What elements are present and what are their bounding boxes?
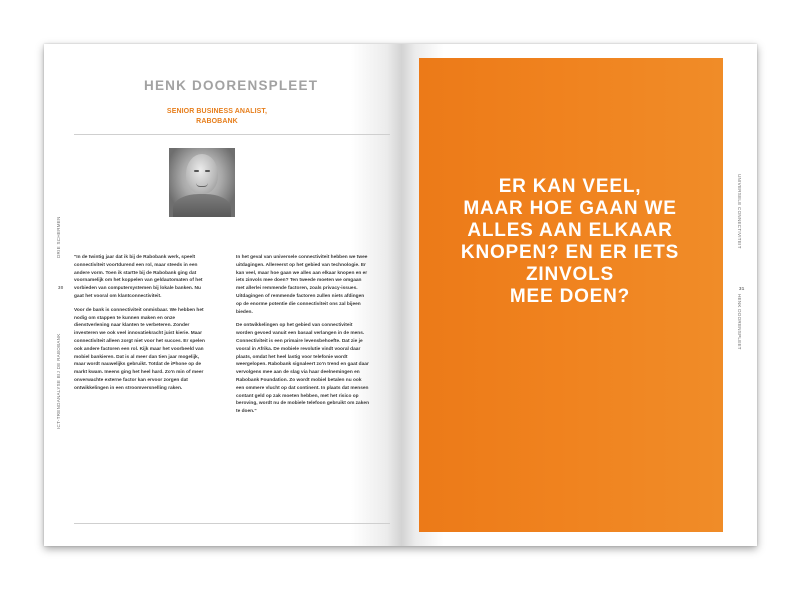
- running-foot-left: ICT-TRENDANALYSE BIJ DE RABOBANK: [56, 333, 61, 429]
- left-page: [44, 44, 401, 546]
- magazine-spread: [44, 44, 757, 546]
- article-paragraph: De ontwikkelingen op het gebied van connectiviteit worden gevoed vanuit een basaal verlangen in de mens. Connectiviteit is een primaire levensbehoefte. Dat zie je vooral in Afrika. De mobiele revolutie vindt vooral daar plaats, omdat het heel lastig voor telefonie wordt weergelopen. Rabobank signaleert zo'n trend en gaat daar vervolgens mee aan de slag via haar deelnemingen en Rabobank Foundation. Zo wordt mobiel betalen nu ook een ommere vlucht op dat continent. In plaats dat mensen contant geld op zak moeten hebben, met het risico op beroving, wordt nu de mobiele telefoon gebruikt om zaken te doen.": [236, 323, 369, 415]
- portrait-body: [173, 194, 231, 217]
- article-column-left: [74, 254, 207, 399]
- page-number-right: 31: [739, 286, 745, 291]
- quote-line: ZINVOLS: [526, 264, 614, 285]
- running-foot-right: HENK DOORENSPLEET: [737, 294, 742, 350]
- portrait-head: [186, 154, 218, 194]
- quote-line: ALLES AAN ELKAAR: [467, 220, 673, 241]
- role-line-2: RABOBANK: [196, 118, 238, 125]
- quote-line: KNOPEN? EN ER IETS: [460, 242, 680, 263]
- orange-quote-panel: [419, 58, 723, 532]
- quote-line: MAAR HOE GAAN WE: [463, 198, 677, 219]
- portrait-eye-left: [194, 170, 199, 172]
- running-head-left: DRIE SCHERMEN: [56, 216, 61, 258]
- portrait-eye-right: [205, 170, 210, 172]
- bottom-divider: [74, 523, 390, 524]
- running-head-right: UNIVERSELE CONNECTIVITEIT: [737, 174, 742, 249]
- interviewee-name: HENK DOORENSPLEET: [144, 78, 319, 93]
- quote-line: ER KAN VEEL,: [498, 176, 642, 197]
- article-paragraph: "In de twintig jaar dat ik bij de Rabobank werk, speelt connectiviteit voortdurend een rol, maar steeds in een andere vorm. Toen ik startte bij de Rabobank ging dat voornamelijk om het koppelen van geldautomaten of het vorbieden van computersystemen bij lokale banken. Nu gaat het vooral om klantconnectiviteit.: [74, 255, 203, 299]
- page-number-left: 30: [58, 285, 64, 290]
- role-line-1: SENIOR BUSINESS ANALIST,: [166, 108, 268, 115]
- article-paragraph: Voor de bank is connectiviteit onmisbaar. We hebben het nodig om stappen te kunnen maken en onze dienstverlening naar klanten te verbeteren. Zonder investeren we ook veel innovatiekracht juist kierie. Maar connectiviteit alleen zorgt niet voor het succes. Er spelen ook andere factoren een rol. Kijk maar het voorbeeld van mobiel bankieren. Dat is al meer dan tien jaar mogelijk, maar wordt nauwelijks gebruikt. Totdat de iPhone op de markt kwam. Ineens ging het heel hard. Zo'n min of meer onverwachte externe factor kan ervoor zorgen dat ontwikkelingen in een stroomversnelling raken.: [74, 307, 205, 391]
- article-paragraph: In het geval van universele connectiviteit hebben we twee uitdagingen. Allereerst op het gebied van technologie. Er kan veel, maar hoe gaan we alles aan elkaar knopen en er iets zinvols mee doen? Ten tweede moeten we omgaan met allerlei remmende factoren, zoals privacy-issues. Uitdagingen of remmende factoren zullen niets afdingen op de enorme potentie die connectiviteit ons zal bijeen bieden.: [236, 255, 368, 315]
- quote-line: MEE DOEN?: [509, 286, 631, 307]
- article-column-right: [236, 254, 369, 422]
- top-divider: [74, 134, 390, 135]
- right-page: [401, 44, 757, 546]
- pull-quote: [439, 176, 701, 308]
- portrait-photo: [169, 148, 235, 217]
- interviewee-role: [142, 107, 292, 127]
